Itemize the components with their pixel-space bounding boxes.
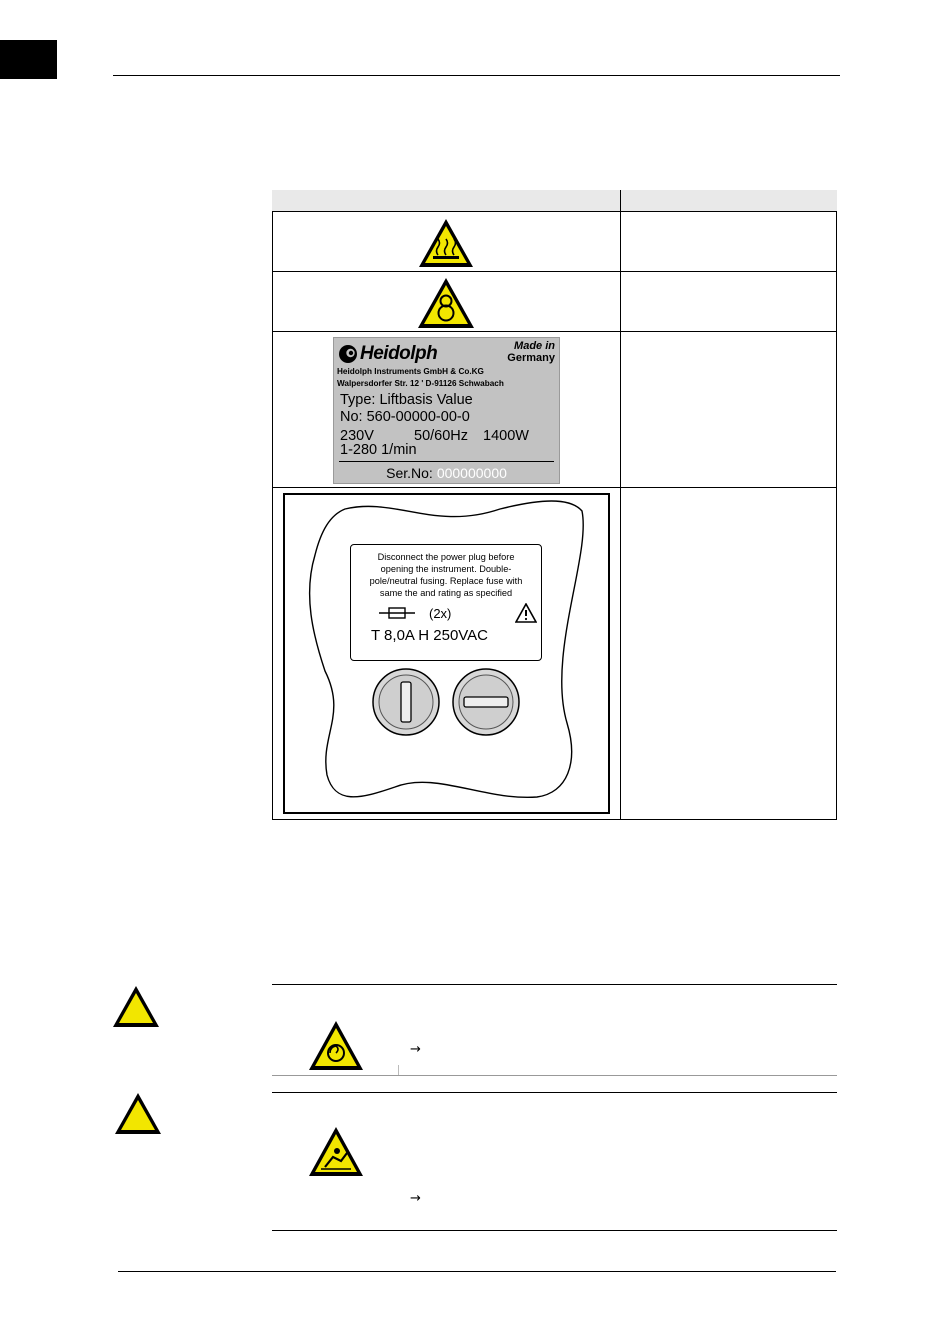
made-in-line2: Germany [507,352,555,364]
header-rule [113,75,840,76]
fuse-rating: T 8,0A H 250VAC [371,627,489,644]
serial-value: 000000000 [436,465,507,481]
footer-rule [118,1271,836,1272]
made-in-line1: Made in [514,340,555,352]
warning-triangle-icon [515,603,537,623]
caution-triangle-icon [113,1091,163,1136]
hot-surface-warning-icon [417,217,475,269]
fuse-symbol-icon [379,605,415,621]
chapter-tab-marker [0,40,57,79]
fuse-instruction-line: Disconnect the power plug before [377,552,515,562]
fuse-instruction-line: opening the instrument. Double- [380,564,512,574]
table-row-divider [272,487,837,488]
entanglement-warning-icon [416,276,476,330]
fuse-instruction-line: pole/neutral fusing. Replace fuse with [369,576,523,586]
notice-divider [272,1075,837,1076]
type-line: Type: Liftbasis Value [340,392,473,408]
caution-triangle-icon [111,984,161,1029]
frequency-value: 50/60Hz [414,428,469,444]
heidolph-logo [338,343,437,365]
plate-separator [339,461,554,462]
fuse-instruction-line: same the and rating as specified [379,588,513,598]
speed-value: 1-280 1/min [340,442,417,458]
fuse-holder-vertical-icon [370,666,442,738]
heidolph-logo-icon [338,344,358,364]
notice-bottom-rule [272,1230,837,1231]
tipping-hazard-warning-icon [307,1125,365,1178]
fuse-instructions [357,551,535,599]
voltage-value: 230V [340,428,374,444]
brand-name: Heidolph [360,343,438,364]
fuse-count: (2x) [429,606,452,621]
company-name: Heidolph Instruments GmbH & Co.KG [337,367,484,376]
fuse-holder-horizontal-icon [450,666,522,738]
company-address: Walpersdorfer Str. 12 ' D-91126 Schwabach [337,379,504,388]
rating-plate [333,337,560,484]
notice-cell-divider [398,1065,399,1075]
power-value: 1400W [483,428,529,444]
made-in-germany [507,340,555,364]
arrow-right-icon: → [410,1042,421,1057]
rotating-parts-warning-icon [307,1019,365,1072]
labels-table-header [272,190,837,212]
notice-top-rule [272,1092,837,1093]
table-row-divider [272,331,837,332]
serial-number [334,465,559,481]
labels-table-column-divider [620,190,621,820]
arrow-right-icon: → [410,1191,421,1206]
notice-top-rule [272,984,837,985]
serial-label: Ser.No: [386,465,433,481]
fuse-warning-label [350,544,542,661]
table-row-divider [272,271,837,272]
number-line: No: 560-00000-00-0 [340,409,470,425]
